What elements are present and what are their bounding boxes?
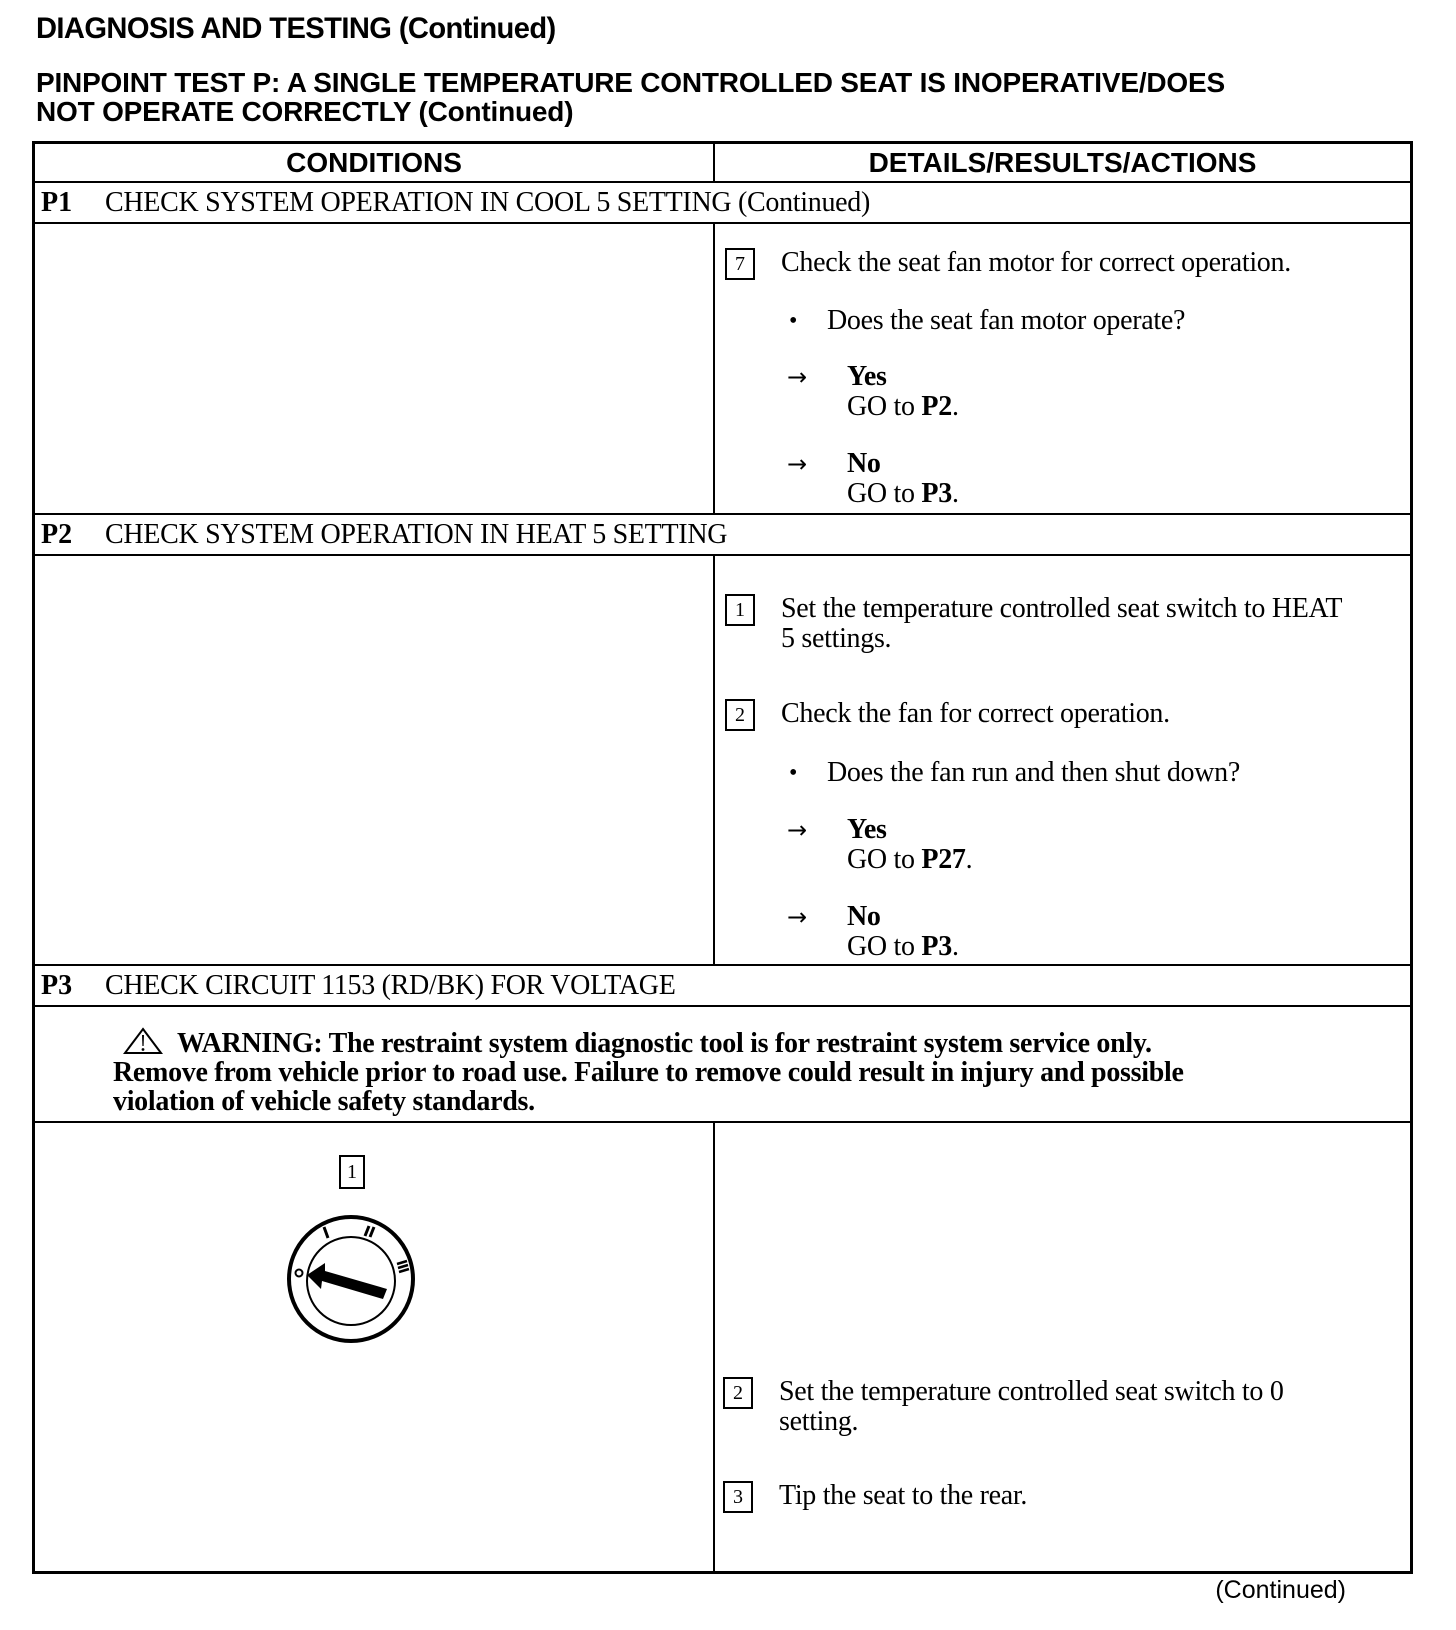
warning-line-3: violation of vehicle safety standards.	[113, 1086, 535, 1117]
section-title: DIAGNOSIS AND TESTING (Continued)	[36, 12, 556, 45]
action-text: Check the fan for correct operation.	[781, 698, 1170, 729]
warning-line-1	[113, 1027, 1333, 1058]
action-number-box: 3	[723, 1481, 753, 1513]
action-question: Does the fan run and then shut down?	[827, 757, 1240, 788]
action-number-box: 2	[725, 699, 755, 731]
go-to-target-link[interactable]: P3	[921, 478, 952, 509]
go-to-prefix: GO to	[847, 391, 922, 422]
result-answer: Yes	[847, 814, 887, 845]
details-cell	[715, 1123, 1410, 1571]
step-id: P2	[41, 519, 73, 550]
warning-row	[35, 1007, 1410, 1123]
warning-line-1-text: WARNING: The restraint system diagnostic tool is for restraint system service only.	[177, 1028, 1152, 1059]
step-body-p3	[35, 1123, 1410, 1571]
go-to-target-link[interactable]: P3	[921, 931, 952, 962]
go-to-suffix: .	[951, 478, 959, 509]
go-to-suffix: .	[951, 391, 959, 422]
details-cell	[715, 224, 1410, 513]
go-to-prefix: GO to	[847, 478, 922, 509]
details-cell	[715, 556, 1410, 964]
step-id: P1	[41, 187, 73, 218]
action-text: Check the seat fan motor for correct operation.	[781, 247, 1291, 278]
result-no	[847, 449, 959, 509]
go-to-target-link[interactable]: P2	[921, 391, 952, 422]
table-header-row	[35, 144, 1410, 183]
conditions-cell	[35, 556, 715, 964]
go-to-target-link[interactable]: P27	[921, 844, 966, 875]
action-text-line-2: 5 settings.	[781, 623, 892, 654]
pinpoint-test-table	[32, 141, 1413, 1574]
figure-number-box: 1	[339, 1155, 365, 1189]
result-no	[847, 902, 959, 962]
ignition-key-switch-icon	[275, 1201, 455, 1351]
step-row-p3	[35, 966, 1410, 1007]
step-title: CHECK CIRCUIT 1153 (RD/BK) FOR VOLTAGE	[105, 970, 676, 1001]
result-yes	[847, 815, 972, 875]
conditions-cell	[35, 1123, 715, 1571]
test-title-line-1: PINPOINT TEST P: A SINGLE TEMPERATURE CONTROLLED SEAT IS INOPERATIVE/DOES	[36, 67, 1225, 98]
action-text: Tip the seat to the rear.	[779, 1480, 1028, 1511]
result-answer: No	[847, 448, 881, 479]
go-to-suffix: .	[951, 931, 959, 962]
bullet-icon: •	[789, 308, 798, 334]
action-text-line-1: Set the temperature controlled seat switch to 0	[779, 1376, 1284, 1407]
arrow-right-icon: →	[787, 363, 808, 391]
conditions-cell	[35, 224, 715, 513]
warning-triangle-icon	[123, 1027, 163, 1055]
step-title: CHECK SYSTEM OPERATION IN HEAT 5 SETTING	[105, 519, 728, 550]
action-text	[781, 594, 1342, 654]
action-question: Does the seat fan motor operate?	[827, 305, 1186, 336]
arrow-right-icon: →	[787, 450, 808, 478]
action-number-box: 7	[725, 248, 755, 280]
step-title: CHECK SYSTEM OPERATION IN COOL 5 SETTING (Continued)	[105, 187, 871, 218]
conditions-header: CONDITIONS	[35, 144, 715, 181]
action-text	[779, 1377, 1284, 1437]
warning-line-2: Remove from vehicle prior to road use. Failure to remove could result in injury and possible	[113, 1057, 1184, 1088]
step-body-p1	[35, 224, 1410, 515]
action-number-box: 1	[725, 594, 755, 626]
bullet-icon: •	[789, 760, 798, 786]
pinpoint-test-title	[36, 68, 1436, 126]
action-text-line-1: Set the temperature controlled seat switch to HEAT	[781, 593, 1343, 624]
action-number-box: 2	[723, 1377, 753, 1409]
step-row-p2	[35, 515, 1410, 556]
test-title-line-2: NOT OPERATE CORRECTLY (Continued)	[36, 96, 574, 127]
result-answer: No	[847, 901, 881, 932]
go-to-suffix: .	[965, 844, 973, 875]
arrow-right-icon: →	[787, 816, 808, 844]
arrow-right-icon: →	[787, 903, 808, 931]
go-to-prefix: GO to	[847, 844, 922, 875]
details-header: DETAILS/RESULTS/ACTIONS	[868, 147, 1257, 178]
step-body-p2	[35, 556, 1410, 966]
result-answer: Yes	[847, 361, 887, 392]
step-id: P3	[41, 970, 73, 1001]
warning-text	[113, 1027, 1333, 1116]
action-text-line-2: setting.	[779, 1406, 859, 1437]
continued-footer: (Continued)	[1215, 1576, 1346, 1604]
result-yes	[847, 362, 959, 422]
ignition-switch-figure	[275, 1149, 455, 1349]
go-to-prefix: GO to	[847, 931, 922, 962]
step-row-p1	[35, 183, 1410, 224]
